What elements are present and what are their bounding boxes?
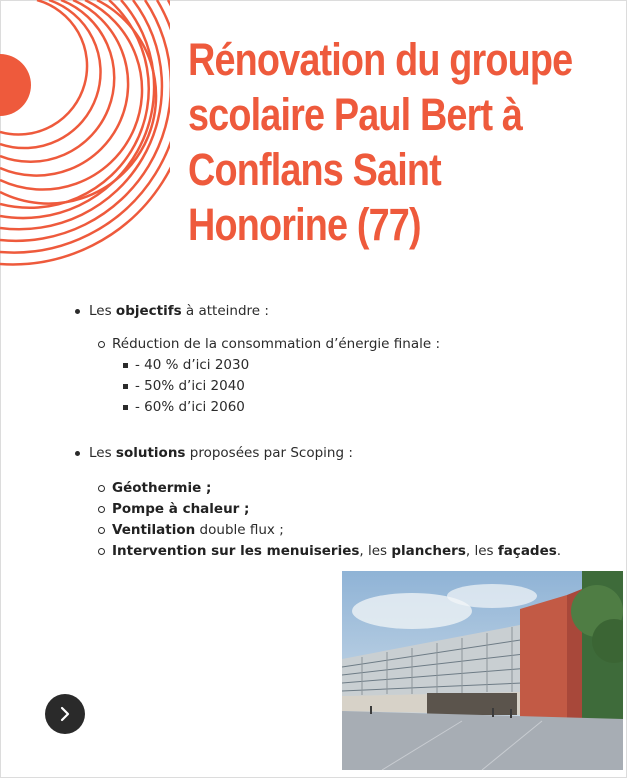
objectives-prefix: Les [89,303,116,319]
solution-geothermie-label: Géothermie ; [112,480,212,496]
solution-intervention [75,541,615,562]
final-period: . [556,543,562,559]
solution-facades: façades [497,543,557,559]
content-body [75,300,615,562]
objectives-keyword: objectifs [115,303,182,319]
solution-ventilation [75,520,615,541]
separator-1: , les [359,543,392,559]
energy-reduction-item: Réduction de la consommation d’énergie finale : [75,334,615,355]
solution-ventilation-label: Ventilation [112,522,196,538]
title-line-4: Honorine (77) [188,199,421,250]
chevron-right-icon [57,706,73,722]
objectives-item [75,300,615,322]
separator-2: , les [465,543,498,559]
solution-ventilation-rest: double flux ; [195,522,284,538]
solution-pompe [75,499,615,520]
page-title [188,32,573,252]
solutions-suffix: proposées par Scoping : [185,445,353,461]
solution-menuiseries: Intervention sur les menuiseries [112,543,360,559]
target-2040: - 50% d’ici 2040 [75,376,615,397]
school-building-photo [342,571,623,770]
title-line-1: Rénovation du groupe [188,34,573,85]
concentric-arcs-decoration [0,0,170,270]
solution-planchers: planchers [391,543,466,559]
title-line-2: scolaire Paul Bert à [188,89,523,140]
solutions-item [75,442,615,464]
title-line-3: Conflans Saint [188,144,441,195]
solutions-keyword: solutions [115,445,186,461]
target-2030: - 40 % d’ici 2030 [75,355,615,376]
target-2060: - 60% d’ici 2060 [75,397,615,418]
solution-geothermie [75,478,615,499]
next-button[interactable] [45,694,85,734]
solutions-prefix: Les [89,445,116,461]
objectives-suffix: à atteindre : [181,303,269,319]
solution-pompe-label: Pompe à chaleur ; [112,501,250,517]
